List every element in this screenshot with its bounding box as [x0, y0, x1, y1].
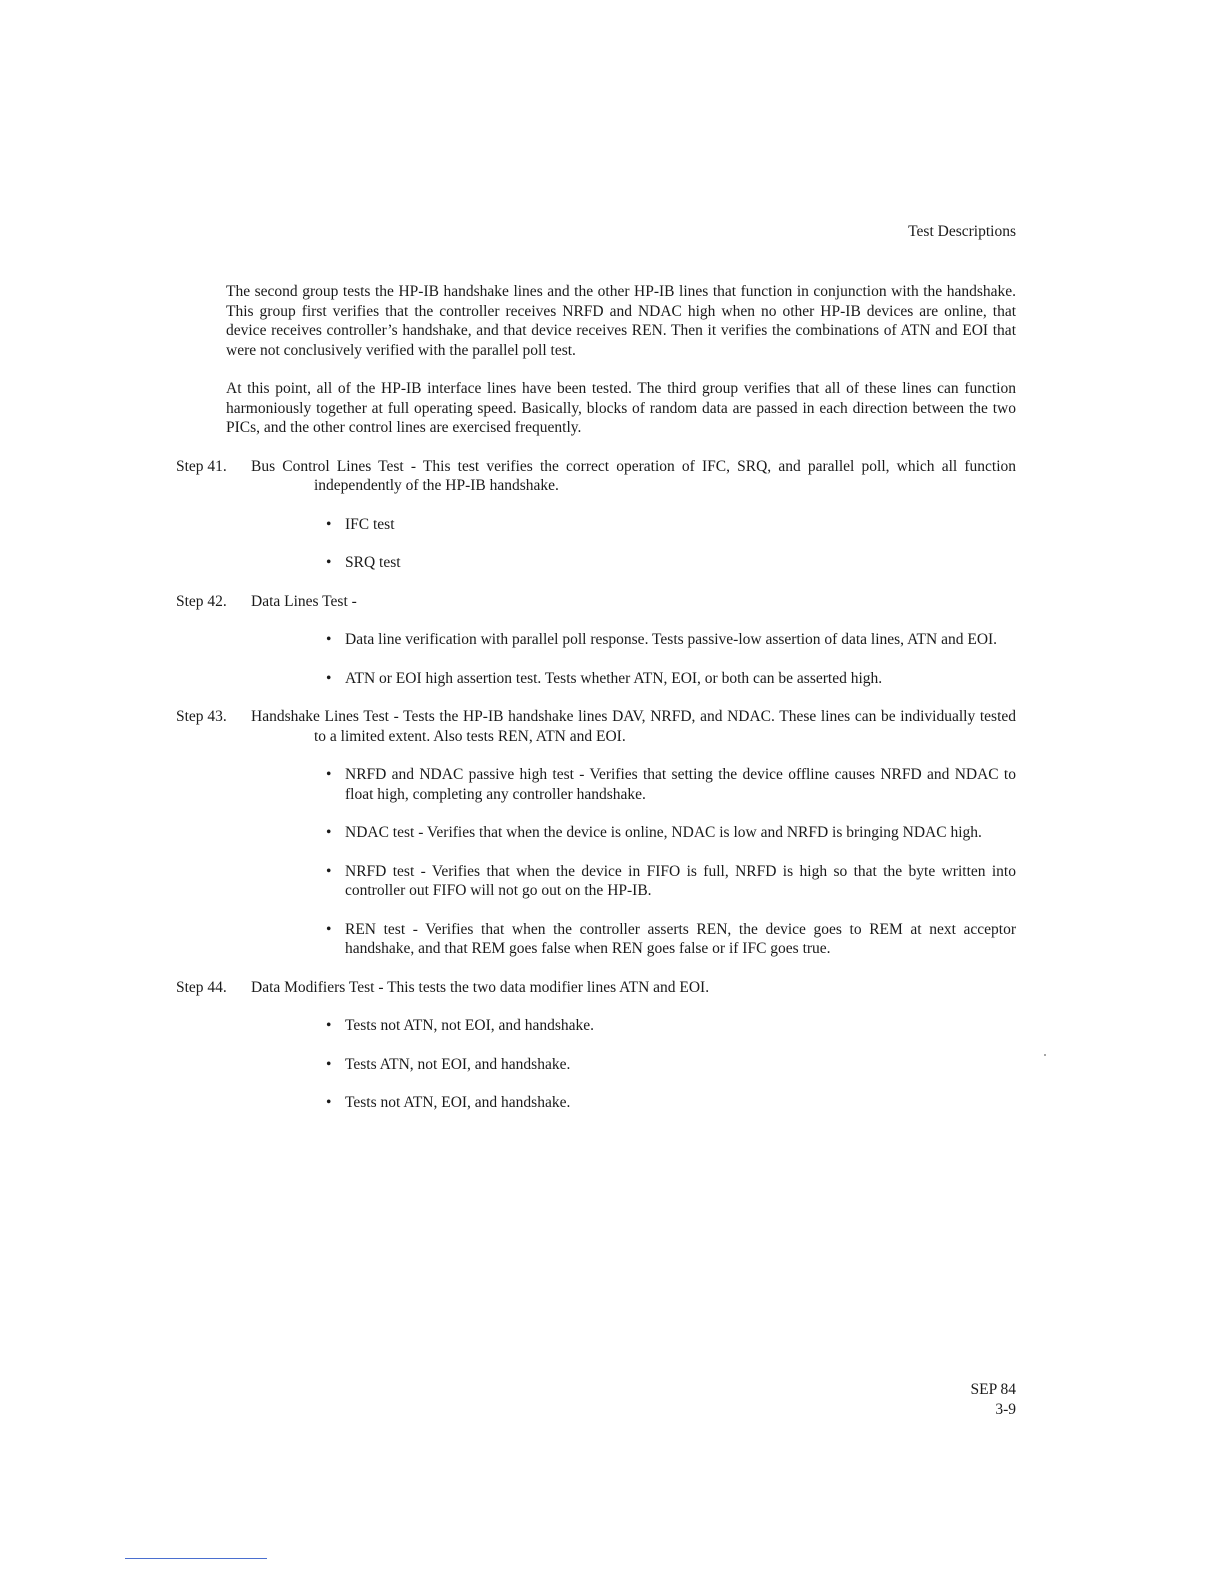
bottom-rule [125, 1558, 267, 1559]
page-footer [970, 1380, 1016, 1420]
bullet-icon: • [326, 669, 332, 687]
list-item: • ATN or EOI high assertion test. Tests whether ATN, EOI, or both can be asserted high. [326, 669, 883, 687]
bullet-icon: • [326, 631, 332, 648]
step-42: Step 42. Data Lines Test - [176, 592, 357, 610]
step-43: Step 43. Handshake Lines Test - Tests the HP-IB handshake lines DAV, NRFD, and NDAC. These lines can be individually tested to a limited extent. Also tests REN, ATN and EOI. [176, 708, 1016, 745]
list-item: • REN test - Verifies that when the controller asserts REN, the device goes to REM at next acceptor handshake, and that REM goes false when REN goes false or if IFC goes true. [326, 920, 1016, 957]
bullet-icon: • [326, 824, 332, 841]
page-body [176, 282, 1016, 1132]
step-44-bullets [226, 1016, 1016, 1113]
bullet-icon: • [326, 766, 332, 783]
list-item: • NRFD and NDAC passive high test - Verifies that setting the device offline causes NRFD and NDAC to float high, completing any controller handshake. [326, 766, 1016, 803]
bullet-icon: • [326, 1055, 332, 1073]
step-text: Data Lines Test - [251, 592, 357, 610]
step-text: Bus Control Lines Test - This test verifies the correct operation of IFC, SRQ, and parallel poll, which all function independently of the HP-IB handshake. [251, 457, 1016, 494]
bullet-icon: • [326, 920, 332, 938]
list-item: • SRQ test [326, 554, 401, 571]
step-42-bullets [226, 630, 1016, 688]
step-41-bullets [226, 515, 1016, 573]
bullet-icon: • [326, 1094, 332, 1111]
running-header: Test Descriptions [908, 223, 1016, 240]
footer-date: SEP 84 [970, 1381, 1016, 1398]
list-item: • IFC test [326, 515, 395, 533]
bullet-icon: • [326, 1017, 332, 1034]
bullet-icon: • [326, 862, 332, 880]
list-item: • Data line verification with parallel poll response. Tests passive-low assertion of data lines, ATN and EOI. [326, 631, 998, 648]
step-41: Step 41. Bus Control Lines Test - This test verifies the correct operation of IFC, SRQ, and parallel poll, which all function independently of the HP-IB handshake. [176, 457, 1016, 494]
bullet-icon: • [326, 515, 332, 533]
list-item: • Tests not ATN, not EOI, and handshake. [326, 1017, 595, 1034]
bullet-icon: • [326, 554, 332, 571]
intro-paragraph-1: The second group tests the HP-IB handshake lines and the other HP-IB lines that function in conjunction with the handshake. This group first verifies that the controller receives NRFD and NDAC high when no other HP-IB devices are online, that device receives controller’s handshake, and that device receives REN. Then it verifies the combinations of ATN and EOI that were not conclusively verified with the parallel poll test. [226, 283, 1016, 359]
step-text: Data Modifiers Test - This tests the two data modifier lines ATN and EOI. [251, 978, 710, 996]
step-44: Step 44. Data Modifiers Test - This tests the two data modifier lines ATN and EOI. [176, 978, 710, 996]
list-item: • Tests not ATN, EOI, and handshake. [326, 1094, 571, 1111]
page-number: 3-9 [995, 1401, 1016, 1418]
list-item: • NRFD test - Verifies that when the device in FIFO is full, NRFD is high so that the byte written into controller out FIFO will not go out on the HP-IB. [326, 862, 1016, 899]
step-text: Handshake Lines Test - Tests the HP-IB handshake lines DAV, NRFD, and NDAC. These lines can be individually tested to a limited extent. Also tests REN, ATN and EOI. [251, 708, 1016, 745]
list-item: • Tests ATN, not EOI, and handshake. [326, 1055, 571, 1073]
step-43-bullets [226, 765, 1016, 959]
scan-speck [1044, 1054, 1046, 1056]
list-item: • NDAC test - Verifies that when the device is online, NDAC is low and NRFD is bringing NDAC high. [326, 824, 982, 841]
intro-paragraph-2: At this point, all of the HP-IB interface lines have been tested. The third group verifies that all of these lines can function harmoniously together at full operating speed. Basically, blocks of random data are passed in each direction between the two PICs, and the other control lines are exercised frequently. [226, 380, 1016, 436]
